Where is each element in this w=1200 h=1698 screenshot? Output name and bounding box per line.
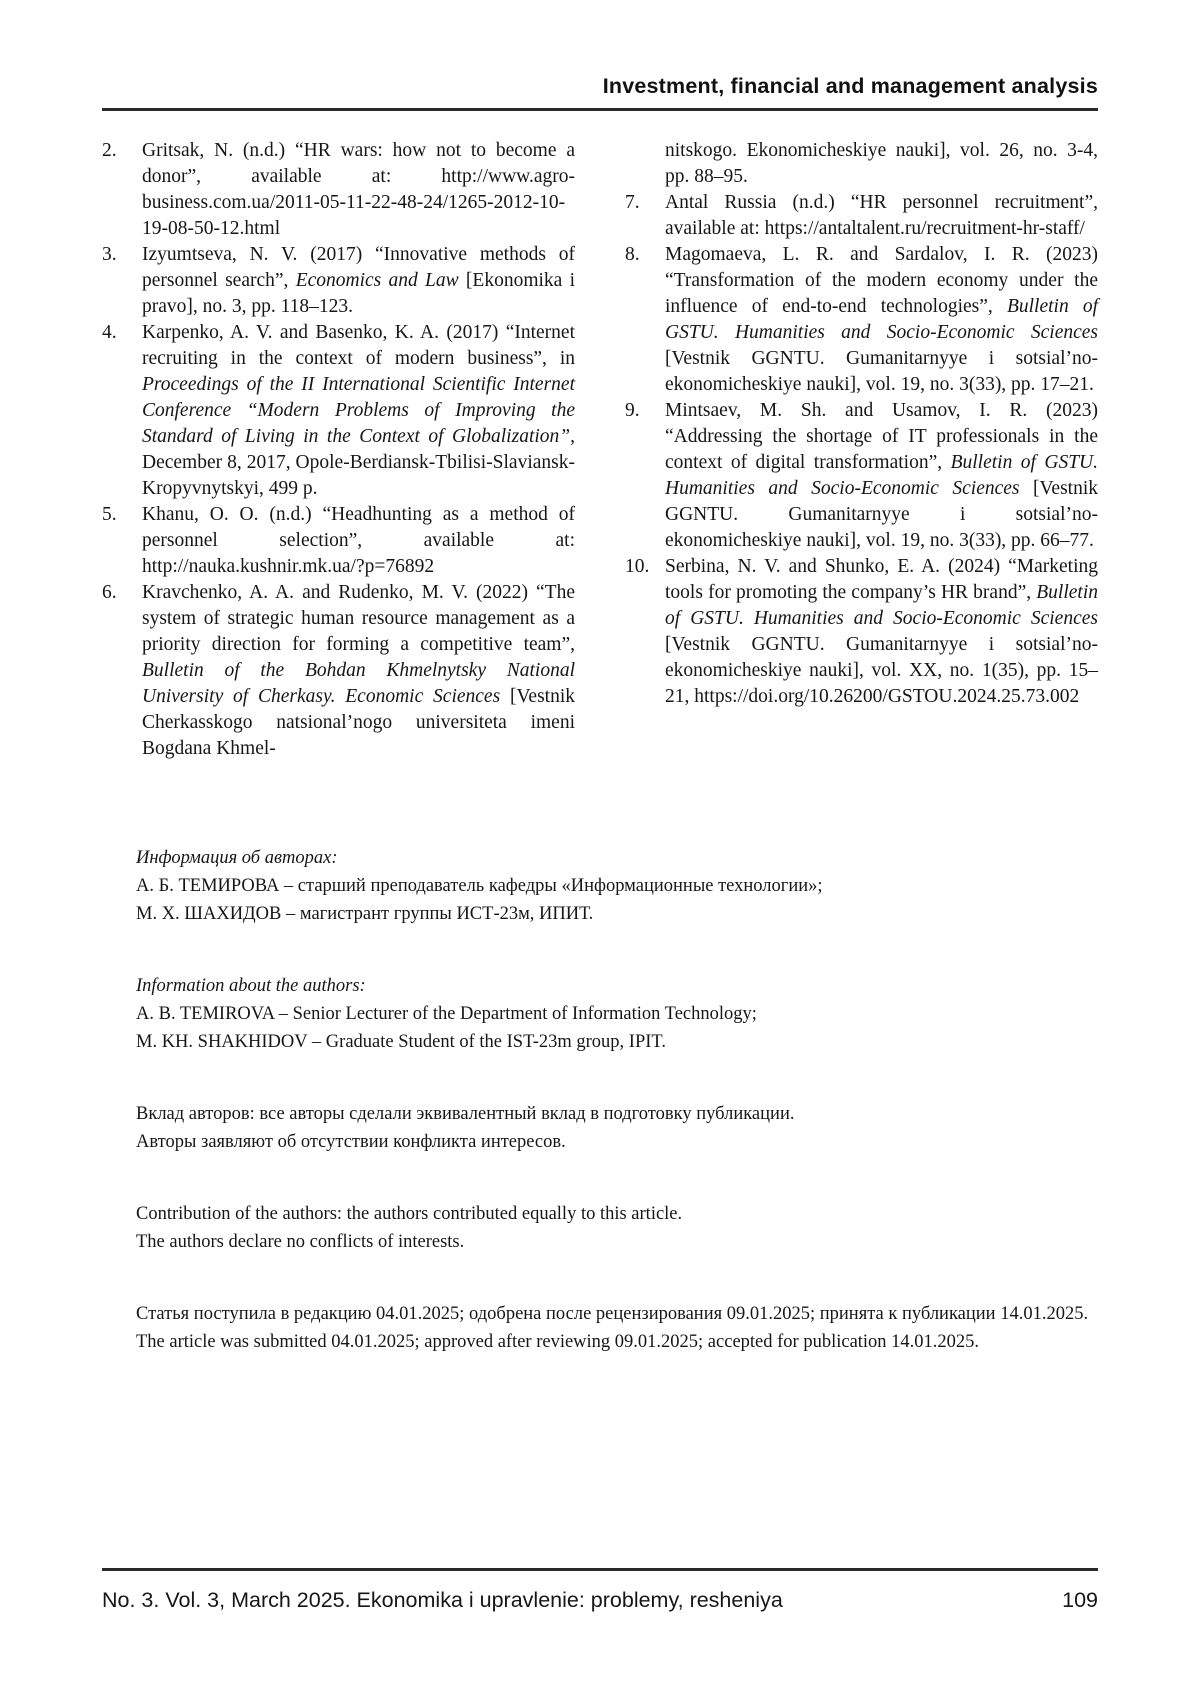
reference-item	[102, 502, 575, 580]
reference-text: Gritsak, N. (n.d.) “HR wars: how not to become a donor”, available at: http://www.agro-business.com.ua/2011-05-11-22-48-24/1265-2012-10-19-08-50-12.html	[142, 140, 575, 239]
reference-item	[102, 580, 575, 762]
reference-text: Antal Russia (n.d.) “HR personnel recruitment”, available at: https://antaltalent.ru/recruitment-hr-staff/	[665, 192, 1098, 239]
authors-info-en	[102, 972, 1098, 1056]
dates-ru: Статья поступила в редакцию 04.01.2025; одобрена после рецензирования 09.01.2025; принята к публикации 14.01.2025.	[136, 1304, 1089, 1324]
reference-text: Mintsaev, M. Sh. and Usamov, I. R. (2023) “Addressing the shortage of IT professionals in the context of digital transformation”, Bulletin of GSTU. Humanities and Socio-Economic Sciences [Vestnik GGNTU. Gumanitarnyye i sotsial’no-ekonomicheskiye nauki], vol. 19, no. 3(33), pp. 66–77.	[665, 400, 1099, 551]
dates-en: The article was submitted 04.01.2025; approved after reviewing 09.01.2025; accepted for publication 14.01.2025.	[136, 1332, 980, 1352]
reference-text: Serbina, N. V. and Shunko, E. A. (2024) “Marketing tools for promoting the company’s HR brand”, Bulletin of GSTU. Humanities and Socio-Economic Sciences [Vestnik GGNTU. Gumanitarnyye i sotsial’no-ekonomicheskiye nauki], vol. XX, no. 1(35), pp. 15–21, https://doi.org/10.26200/GSTOU.2024.25.73.002	[665, 556, 1098, 707]
reference-text: Karpenko, A. V. and Basenko, K. A. (2017) “Internet recruiting in the context of modern business”, in Proceedings of the II International Scientific Internet Conference “Modern Problems of Improving the Standard of Living in the Context of Globalization”, December 8, 2017, Opole-Berdiansk-Tbilisi-Slaviansk-Kropyvnytskyi, 499 p.	[142, 322, 575, 499]
reference-item	[625, 398, 1098, 554]
authors-info-ru	[102, 844, 1098, 928]
footer-rule	[102, 1568, 1098, 1571]
reference-text: Magomaeva, L. R. and Sardalov, I. R. (2023) “Transformation of the modern economy under the influence of end-to-end technologies”, Bulletin of GSTU. Humanities and Socio-Economic Sciences [Vestnik GGNTU. Gumanitarnyye i sotsial’no-ekonomicheskiye nauki], vol. 19, no. 3(33), pp. 17–21.	[665, 244, 1099, 395]
reference-text: nitskogo. Ekonomicheskiye nauki], vol. 26, no. 3-4, pp. 88–95.	[665, 140, 1098, 187]
authors-info-ru-heading: Информация об авторах:	[136, 848, 338, 868]
contribution-en-line-1: Contribution of the authors: the authors contributed equally to this article.	[136, 1204, 683, 1224]
reference-number: 8.	[625, 244, 640, 265]
header-rule	[102, 108, 1098, 111]
reference-item	[102, 320, 575, 502]
contribution-ru-line-1: Вклад авторов: все авторы сделали эквивалентный вклад в подготовку публикации.	[136, 1104, 795, 1124]
running-head: Investment, financial and management analysis	[602, 74, 1098, 98]
reference-text: Khanu, O. O. (n.d.) “Headhunting as a method of personnel selection”, available at: http://nauka.kushnir.mk.ua/?p=76892	[142, 504, 575, 577]
references-column-left	[102, 138, 575, 762]
contribution-ru-line-2: Авторы заявляют об отсутствии конфликта интересов.	[136, 1132, 566, 1152]
references-column-right	[625, 138, 1098, 762]
reference-number: 5.	[102, 504, 117, 525]
author-line-en-2: M. KH. SHAKHIDOV – Graduate Student of the IST-23m group, IPIT.	[136, 1032, 666, 1052]
reference-number: 2.	[102, 140, 117, 161]
reference-number: 4.	[102, 322, 117, 343]
reference-text: Kravchenko, A. A. and Rudenko, M. V. (2022) “The system of strategic human resource management as a priority direction for forming a competitive team”, Bulletin of the Bohdan Khmelnytsky National University of Cherkasy. Economic Sciences [Vestnik Cherkasskogo natsional’nogo universiteta imeni Bogdana Khmel-	[142, 582, 575, 759]
article-dates	[102, 1300, 1098, 1356]
reference-number	[625, 138, 665, 190]
contribution-en-line-2: The authors declare no conflicts of interests.	[136, 1232, 465, 1252]
contribution-en	[102, 1200, 1098, 1256]
reference-text: Izyumtseva, N. V. (2017) “Innovative methods of personnel search”, Economics and Law [Ekonomika i pravo], no. 3, pp. 118–123.	[142, 244, 575, 317]
reference-item	[625, 138, 1098, 190]
authors-info-en-heading: Information about the authors:	[136, 976, 366, 996]
reference-item	[102, 242, 575, 320]
contribution-ru	[102, 1100, 1098, 1156]
author-line-ru-2: М. Х. ШАХИДОВ – магистрант группы ИСТ-23м, ИПИТ.	[136, 904, 594, 924]
reference-item	[625, 554, 1098, 710]
author-line-en-1: A. B. TEMIROVA – Senior Lecturer of the Department of Information Technology;	[136, 1004, 757, 1024]
reference-number: 6.	[102, 582, 117, 603]
reference-item	[625, 242, 1098, 398]
reference-number: 7.	[625, 192, 640, 213]
references-section	[102, 138, 1098, 762]
reference-number: 10.	[625, 556, 650, 577]
reference-item	[102, 138, 575, 242]
reference-number: 3.	[102, 244, 117, 265]
author-line-ru-1: А. Б. ТЕМИРОВА – старший преподаватель кафедры «Информационные технологии»;	[136, 876, 823, 896]
page-footer	[102, 1568, 1098, 1613]
reference-number: 9.	[625, 400, 640, 421]
journal-issue-line: No. 3. Vol. 3, March 2025. Ekonomika i upravlenie: problemy, resheniya	[102, 1588, 783, 1612]
page-number: 109	[1062, 1588, 1098, 1612]
reference-item	[625, 190, 1098, 242]
